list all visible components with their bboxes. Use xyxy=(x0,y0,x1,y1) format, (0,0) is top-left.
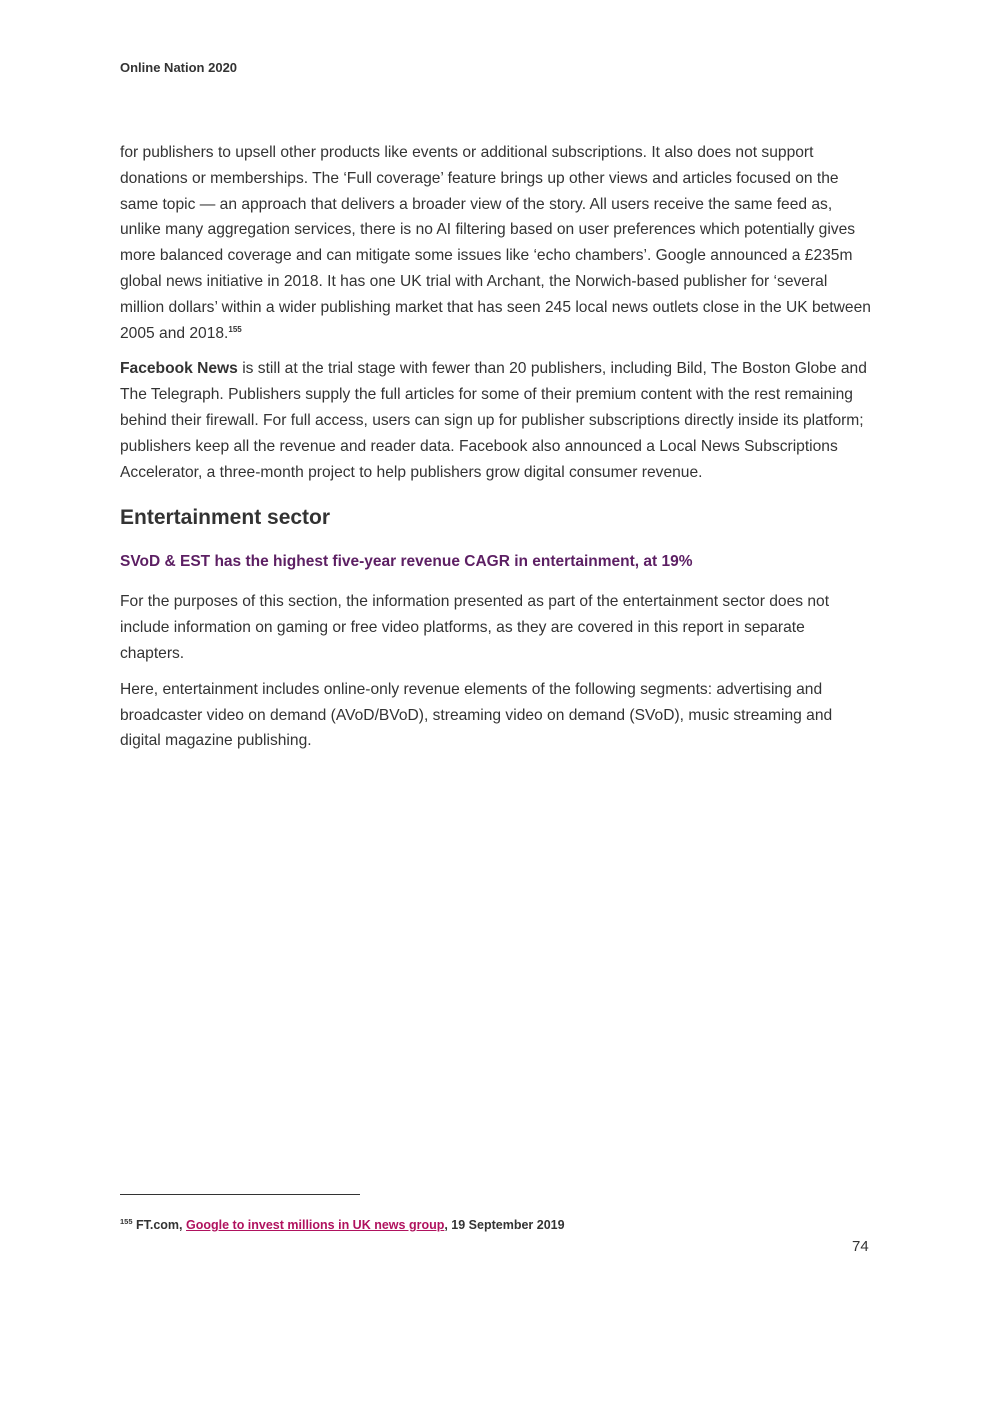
footnote-link[interactable]: Google to invest millions in UK news group xyxy=(186,1218,445,1232)
paragraph-google-news xyxy=(120,140,872,346)
footnote-source: FT.com, xyxy=(132,1218,186,1232)
section-subheading: SVoD & EST has the highest five-year revenue CAGR in entertainment, at 19% xyxy=(120,553,693,571)
facebook-news-lead: Facebook News xyxy=(120,360,238,378)
paragraph-entertainment-scope: For the purposes of this section, the information presented as part of the entertainment sector does not include information on gaming or free video platforms, as they are covered in this report in separate chapters. xyxy=(120,593,830,662)
footnote-number: 155 xyxy=(120,1216,133,1226)
facebook-news-text: is still at the trial stage with fewer than 20 publishers, including Bild, The Boston Globe and The Telegraph. Publishers supply the full articles for some of their premium content with the rest remaining behind their firewall. For full access, users can sign up for publisher subscriptions directly inside its platform; publishers keep all the revenue and reader data. Facebook also announced a Local News Subscriptions Accelerator, a three-month project to help publishers grow digital consumer revenue. xyxy=(120,360,867,481)
paragraph-facebook-news xyxy=(120,356,872,485)
footnote-date: , 19 September 2019 xyxy=(444,1218,565,1232)
paragraph-google-news-text: for publishers to upsell other products like events or additional subscriptions. It also does not support donations or memberships. The ‘Full coverage’ feature brings up other views and articles focused on the same topic — an approach that delivers a broader view of the story. All users receive the same feed as, unlike many aggregation services, there is no AI filtering based on user preferences which potentially gives more balanced coverage and can mitigate some issues like ‘echo chambers’. Google announced a £235m global news initiative in 2018. It has one UK trial with Archant, the Norwich-based publisher for ‘several million dollars’ within a wider publishing market that has seen 245 local news outlets close in the UK between 2005 and 2018. xyxy=(120,144,871,342)
footnote-ref[interactable]: 155 xyxy=(228,324,242,334)
section-heading: Entertainment sector xyxy=(120,506,331,530)
paragraph-entertainment-segments: Here, entertainment includes online-only revenue elements of the following segments: advertising and broadcaster video on demand (AVoD/BVoD), streaming video on demand (SVoD), music streaming and digital magazine publishing. xyxy=(120,680,833,750)
page-number: 74 xyxy=(852,1238,869,1255)
running-header: Online Nation 2020 xyxy=(120,60,238,75)
footnote-divider xyxy=(120,1194,360,1195)
main-content xyxy=(120,140,872,764)
footnote xyxy=(120,1218,565,1232)
